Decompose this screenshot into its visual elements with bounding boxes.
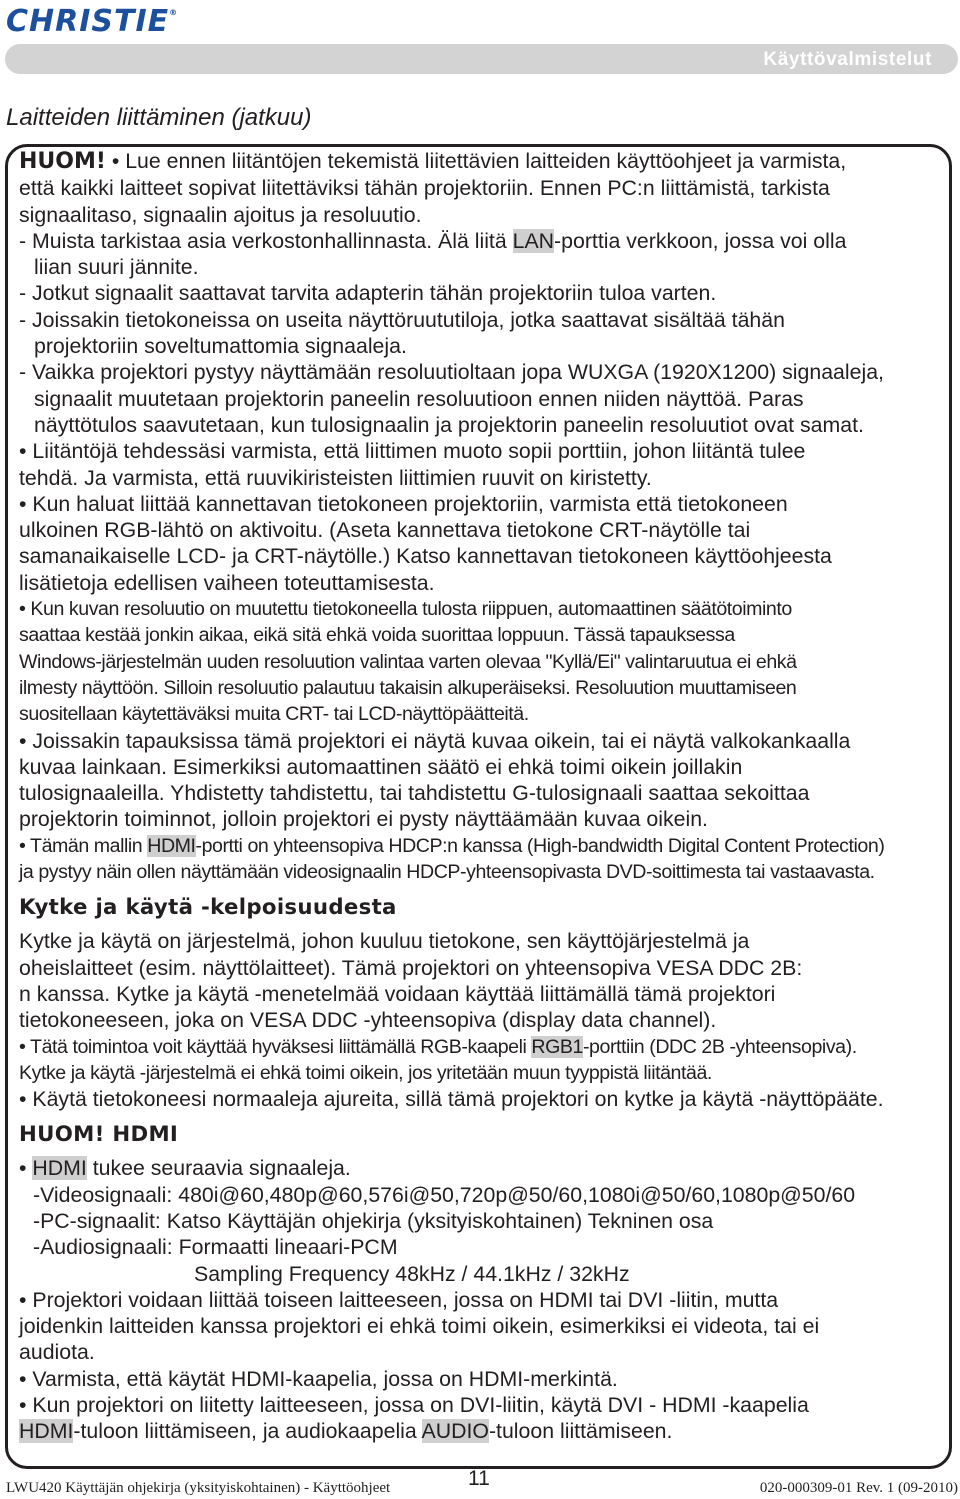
notice-line: projektoriin soveltumattomia signaaleja. xyxy=(34,334,407,359)
notice-line: lisätietoja edellisen vaiheen toteuttamisesta. xyxy=(19,570,435,595)
hdmi-port-label: HDMI xyxy=(19,1419,74,1444)
notice-line: tehdä. Ja varmista, että ruuvikiristeisten liittimien ruuvit on kiristetty. xyxy=(19,465,652,490)
notice-line: • Joissakin tapauksissa tämä projektori ei näytä kuvaa oikein, tai ei näytä valkokankaalla xyxy=(19,728,851,753)
text-span: - Muista tarkistaa asia verkostonhallinnasta. Älä liitä xyxy=(19,228,513,253)
footer-doc-title: LWU420 Käyttäjän ohjekirja (yksityiskohtainen) - Käyttöohjeet xyxy=(6,1480,391,1496)
pnp-line: • Käytä tietokoneesi normaaleja ajureita, sillä tämä projektori on kytke ja käytä -näyttöpääte. xyxy=(19,1087,884,1112)
notice-line: saattaa kestää jonkin aikaa, eikä sitä ehkä voida suorittaa loppuun. Tässä tapauksessa xyxy=(19,624,735,647)
notice-line: signaalitaso, signaalin ajoitus ja resoluutio. xyxy=(19,202,422,227)
lan-port-label: LAN xyxy=(512,228,555,253)
hdmi-line: -Videosignaali: 480i@60,480p@60,576i@50,720p@50/60,1080i@50/60,1080p@50/60 xyxy=(33,1182,856,1207)
footer-revision: 020-000309-01 Rev. 1 (09-2010) xyxy=(759,1480,958,1496)
hdmi-line: • Varmista, että käytät HDMI-kaapelia, jossa on HDMI-merkintä. xyxy=(19,1366,618,1391)
hdmi-line: • Projektori voidaan liittää toiseen laitteeseen, jossa on HDMI tai DVI -liitin, mutta xyxy=(19,1287,779,1312)
page-content xyxy=(19,148,949,1445)
notice-line: ja pystyy näin ollen näyttämään videosignaalin HDCP-yhteensopivasta DVD-soittimesta tai vastaavasta. xyxy=(19,861,875,884)
page-number: 11 xyxy=(468,1467,490,1490)
notice-line: liian suuri jännite. xyxy=(34,255,199,280)
page-heading: Laitteiden liittäminen (jatkuu) xyxy=(6,104,312,131)
text-span: • Tätä toimintoa voit käyttää hyväksesi liittämällä RGB-kaapeli xyxy=(19,1035,532,1058)
notice-line: projektorin toiminnot, jolloin projektori ei pysty näyttäämään kuvaa oikein. xyxy=(19,807,708,832)
text-span: -portti on yhteensopiva HDCP:n kanssa (High-bandwidth Digital Content Protection) xyxy=(195,834,885,857)
pnp-line: tietokoneeseen, joka on VESA DDC -yhteensopiva (display data channel). xyxy=(19,1008,717,1033)
pnp-line: n kanssa. Kytke ja käytä -menetelmää voidaan käyttää liittämällä tämä projektori xyxy=(19,981,776,1006)
notice-line: samanaikaiselle LCD- ja CRT-näytölle.) Katso kannettavan tietokoneen käyttöohjeesta xyxy=(19,544,832,569)
hdmi-line: • Kun projektori on liitetty laitteeseen, jossa on DVI-liitin, käytä DVI - HDMI -kaapelia xyxy=(19,1393,809,1418)
notice-line: näyttötulos saavutetaan, kun tulosignaalin ja projektorin paneelin resoluutiot ovat samat. xyxy=(34,412,864,437)
notice-line xyxy=(19,228,949,254)
text-span: -porttia verkkoon, jossa voi olla xyxy=(554,228,847,253)
notice-line: kuvaa lainkaan. Esimerkiksi automaattinen säätö ei ehkä toimi oikein joillakin xyxy=(19,754,743,779)
text-span: -tuloon liittämiseen. xyxy=(488,1419,673,1444)
hdmi-port-label: HDMI xyxy=(32,1156,87,1181)
hdmi-line: joidenkin laitteiden kanssa projektori ei ehkä toimi oikein, esimerkiksi ei videota, tai ei xyxy=(19,1314,820,1339)
pnp-line xyxy=(19,1034,949,1060)
notice-line: signaalit muutetaan projektorin paneelin resoluutioon ennen niiden näyttöä. Paras xyxy=(34,386,804,411)
notice-line: tulosignaaleilla. Yhdistetty tahdistettu, tai tahdistettu G-tulosignaali saattaa sekoittaa xyxy=(19,781,810,806)
notice-line: - Joissakin tietokoneissa on useita näyttöruututiloja, jotka saattavat sisältää tähän xyxy=(19,307,785,332)
notice-line: ulkoinen RGB-lähtö on aktivoitu. (Aseta kannettava tietokone CRT-näytölle tai xyxy=(19,518,751,543)
notice-line: • Liitäntöjä tehdessäsi varmista, että liittimen muoto sopii porttiin, johon liitäntä tulee xyxy=(19,439,806,464)
text-span: -porttiin (DDC 2B -yhteensopiva). xyxy=(582,1035,857,1058)
hdmi-line xyxy=(19,1418,949,1444)
pnp-line: Kytke ja käytä on järjestelmä, johon kuuluu tietokone, sen käyttöjärjestelmä ja xyxy=(19,929,750,954)
text-span: • Lue ennen liitäntöjen tekemistä liitettävien laitteiden käyttöohjeet ja varmista, xyxy=(105,149,847,173)
pnp-line: Kytke ja käytä -järjestelmä ei ehkä toimi oikein, jos yritetään muun tyyppistä liitäntää. xyxy=(19,1061,712,1084)
logo-text: CHRISTIE xyxy=(6,4,170,39)
christie-logo xyxy=(6,4,178,39)
notice-line: suositellaan käytettäväksi muita CRT- tai LCD-näyttöpäätteitä. xyxy=(19,703,529,726)
text-span: -tuloon liittämiseen, ja audiokaapelia xyxy=(73,1419,422,1444)
text-span: tukee seuraavia signaaleja. xyxy=(86,1156,351,1181)
notice-line: Windows-järjestelmän uuden resoluution valintaa varten olevaa "Kyllä/Ei" valintaruutua ei ehkä xyxy=(19,650,797,673)
section-title: Käyttövalmistelut xyxy=(763,49,932,70)
audio-port-label: AUDIO xyxy=(421,1419,489,1444)
hdmi-line xyxy=(19,1155,949,1181)
rgb1-port-label: RGB1 xyxy=(531,1035,583,1058)
notice-line xyxy=(19,148,949,175)
hdmi-line: audiota. xyxy=(19,1340,95,1365)
notice-line: - Vaikka projektori pystyy näyttämään resoluutioltaan jopa WUXGA (1920X1200) signaaleja, xyxy=(19,360,884,385)
registered-mark: ® xyxy=(169,8,179,17)
hdmi-heading: HUOM! HDMI xyxy=(19,1122,179,1148)
notice-line: - Jotkut signaalit saattavat tarvita adapterin tähän projektoriin tuloa varten. xyxy=(19,281,717,306)
hdmi-line: Sampling Frequency 48kHz / 44.1kHz / 32kHz xyxy=(194,1261,630,1286)
notice-line: että kaikki laitteet sopivat liitettäviksi tähän projektoriin. Ennen PC:n liittämistä, tarkista xyxy=(19,176,830,201)
hdmi-line: -Audiosignaali: Formaatti lineaari-PCM xyxy=(33,1235,398,1260)
hdmi-line: -PC-signaalit: Katso Käyttäjän ohjekirja (yksityiskohtainen) Tekninen osa xyxy=(33,1208,714,1233)
text-span: • xyxy=(19,1156,33,1181)
text-span: • Tämän mallin xyxy=(19,834,148,857)
notice-line xyxy=(19,833,949,859)
hdmi-port-label: HDMI xyxy=(147,834,196,857)
notice-line: • Kun haluat liittää kannettavan tietokoneen projektoriin, varmista että tietokoneen xyxy=(19,491,788,516)
pnp-heading: Kytke ja käytä -kelpoisuudesta xyxy=(19,895,397,921)
notice-label: HUOM! xyxy=(19,149,106,174)
notice-line: • Kun kuvan resoluutio on muutettu tietokoneella tulosta riippuen, automaattinen säätötoiminto xyxy=(19,598,792,621)
pnp-line: oheislaitteet (esim. näyttölaitteet). Tämä projektori on yhteensopiva VESA DDC 2B: xyxy=(19,955,803,980)
notice-line: ilmesty näyttöön. Silloin resoluutio palautuu takaisin alkuperäiseksi. Resoluution muuttamiseen xyxy=(19,676,797,699)
